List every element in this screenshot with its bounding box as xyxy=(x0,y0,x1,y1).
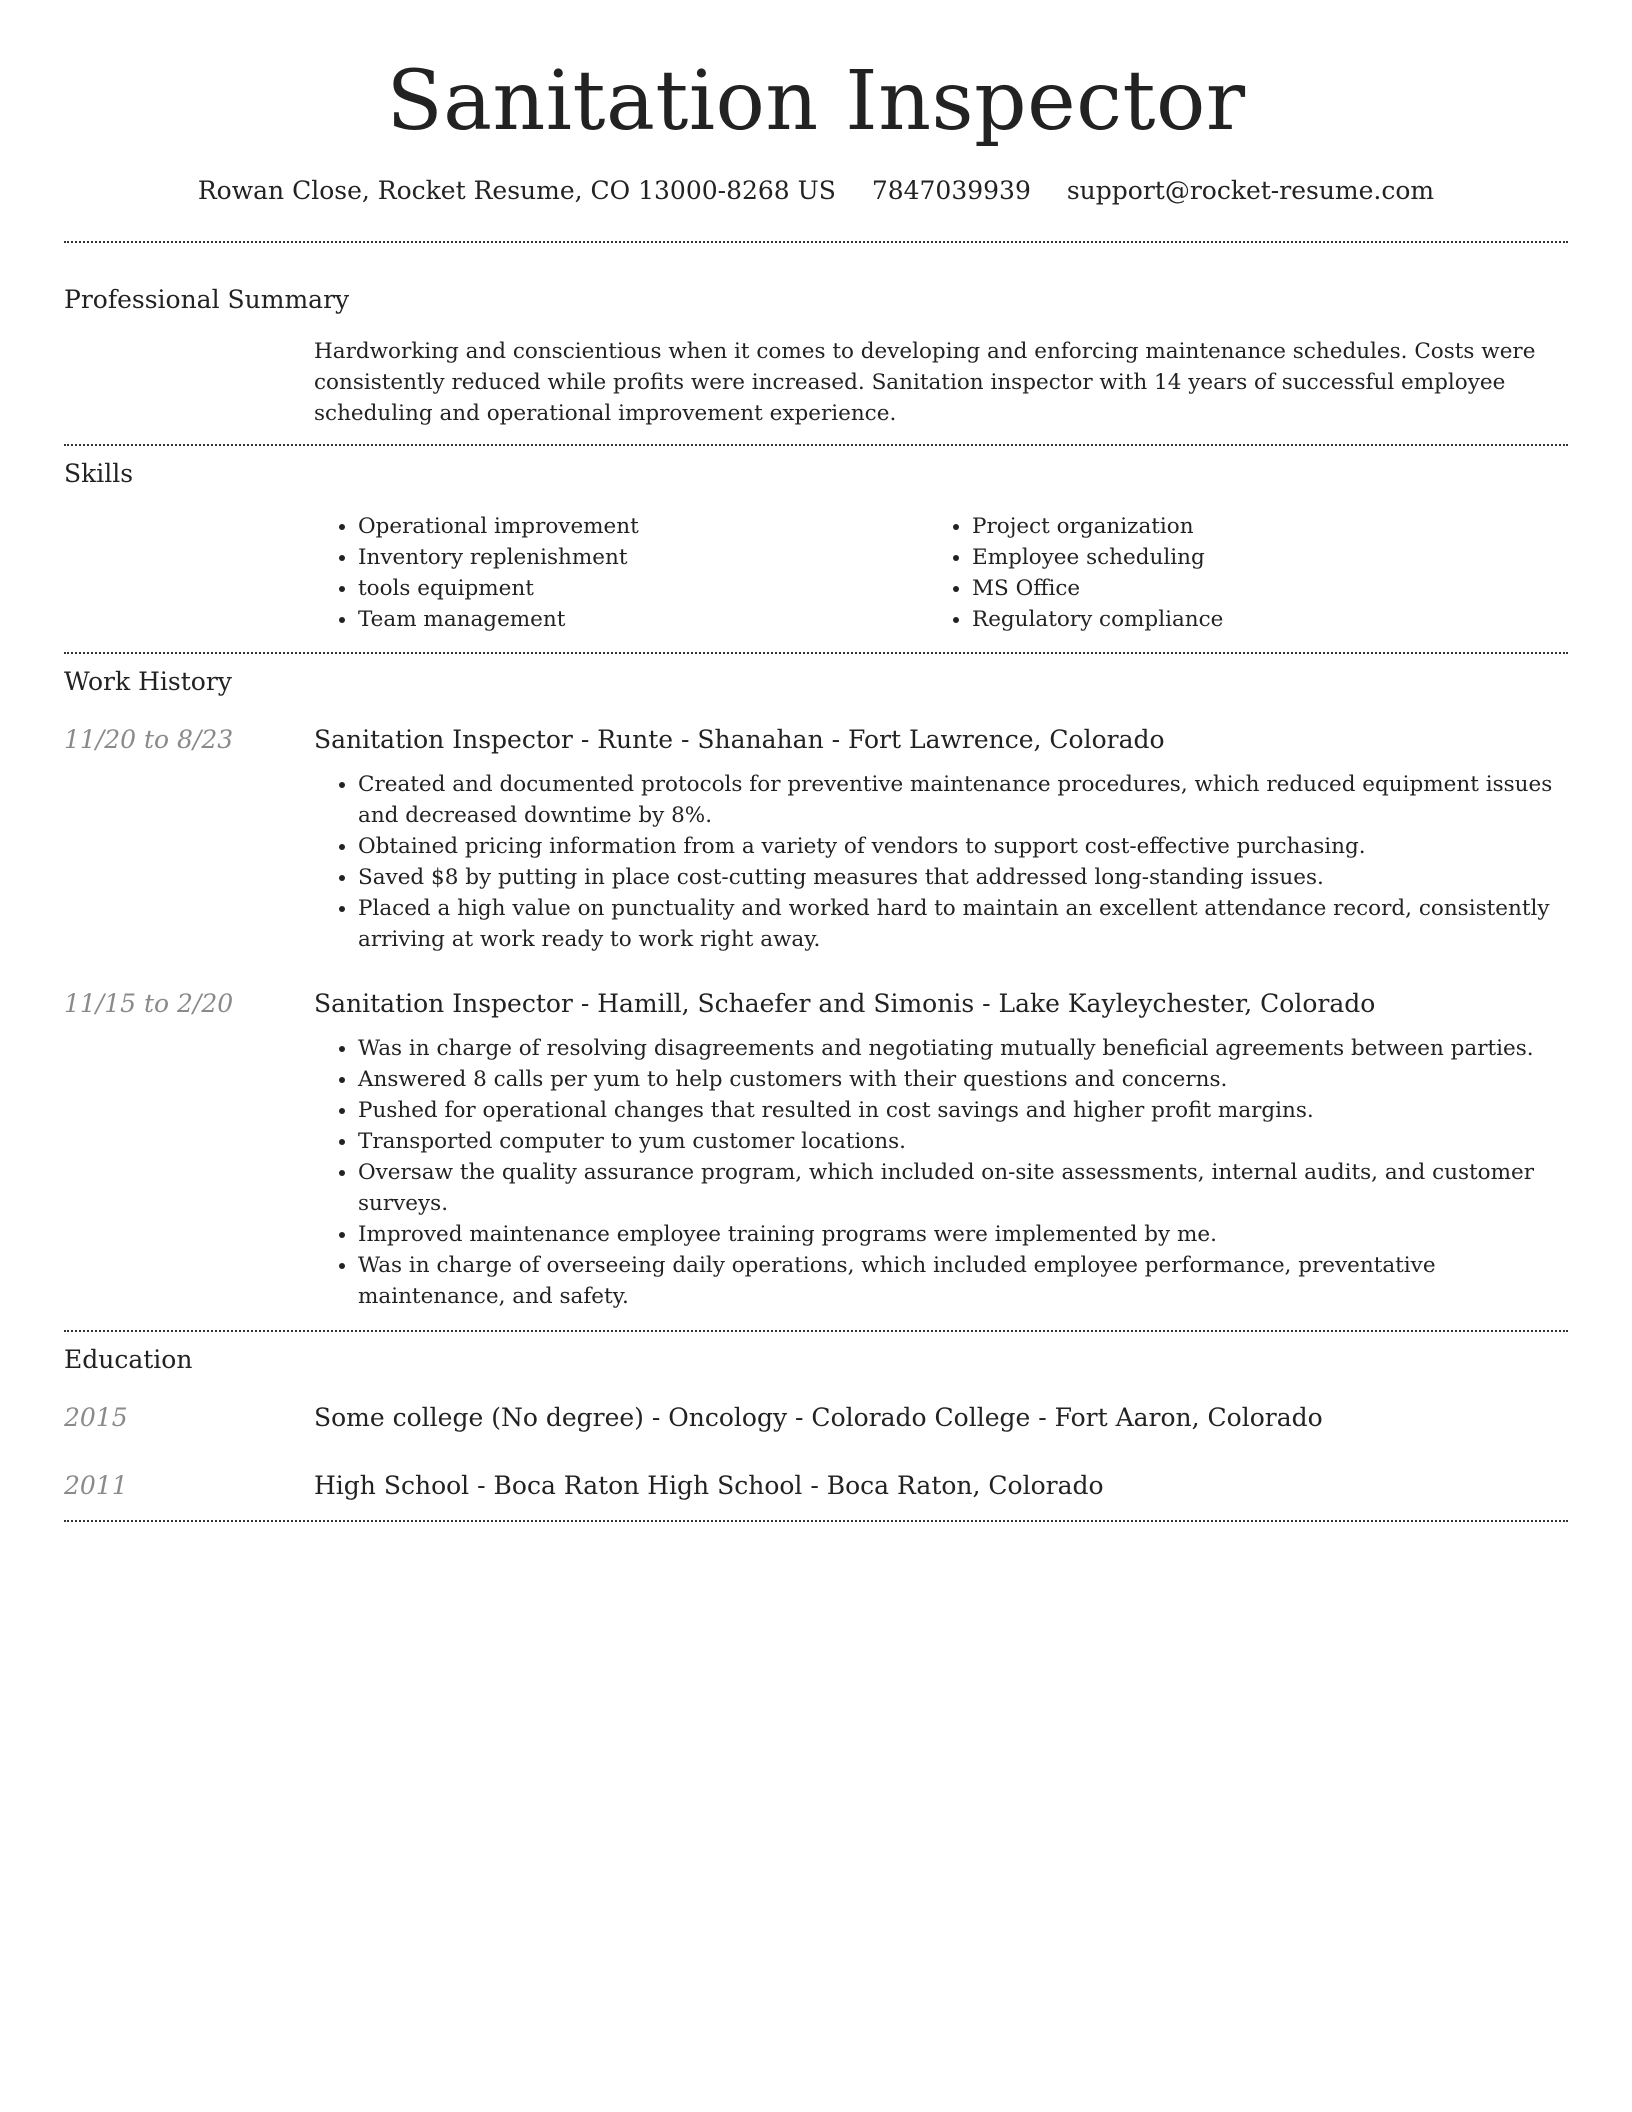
job-entry xyxy=(64,723,1568,955)
skill-item: • Regulatory compliance xyxy=(972,604,1542,635)
job-bullet: • Oversaw the quality assurance program, which included on-site assessments, internal audits, and customer surveys. xyxy=(358,1157,1568,1219)
summary-section xyxy=(64,283,1568,429)
divider xyxy=(64,1520,1568,1522)
education-detail: High School - Boca Raton High School - Boca Raton, Colorado xyxy=(314,1471,1104,1500)
job-bullet: • Was in charge of overseeing daily operations, which included employee performance, preventative maintenance, and safety. xyxy=(358,1250,1568,1312)
skills-list-left xyxy=(314,511,928,635)
divider xyxy=(64,241,1568,243)
education-year: 2015 xyxy=(64,1403,128,1432)
job-bullet: • Pushed for operational changes that resulted in cost savings and higher profit margins. xyxy=(358,1095,1568,1126)
job-entry xyxy=(64,987,1568,1312)
resume-name: Sanitation Inspector xyxy=(386,54,1246,149)
contact-address: Rowan Close, Rocket Resume, CO 13000-8268 US xyxy=(197,176,836,205)
contact-email: support@rocket-resume.com xyxy=(1066,176,1435,205)
resume-page xyxy=(64,0,1568,1522)
divider xyxy=(64,652,1568,654)
skill-item: • Team management xyxy=(358,604,928,635)
job-title: Sanitation Inspector - Hamill, Schaefer and Simonis - Lake Kayleychester, Colorado xyxy=(314,989,1376,1018)
job-bullet: • Saved $8 by putting in place cost-cutting measures that addressed long-standing issues. xyxy=(358,862,1568,893)
job-bullet: • Answered 8 calls per yum to help customers with their questions and concerns. xyxy=(358,1064,1568,1095)
section-title-skills: Skills xyxy=(64,459,134,488)
divider xyxy=(64,444,1568,446)
education-entry xyxy=(64,1469,1568,1503)
education-section xyxy=(64,1343,1568,1503)
section-title-summary: Professional Summary xyxy=(64,285,350,314)
skill-item: • tools equipment xyxy=(358,573,928,604)
education-year: 2011 xyxy=(64,1471,128,1500)
job-bullet: • Transported computer to yum customer locations. xyxy=(358,1126,1568,1157)
job-bullets xyxy=(314,1033,1568,1312)
skill-item: • Employee scheduling xyxy=(972,542,1542,573)
summary-text: Hardworking and conscientious when it comes to developing and enforcing maintenance schedules. Costs were consistently reduced while profits were increased. Sanitation inspector with 14 years of successful employee scheduling and operational improvement experience. xyxy=(314,339,1536,426)
section-title-education: Education xyxy=(64,1345,193,1374)
job-bullet: • Improved maintenance employee training programs were implemented by me. xyxy=(358,1219,1568,1250)
skill-item: • MS Office xyxy=(972,573,1542,604)
job-bullet: • Placed a high value on punctuality and worked hard to maintain an excellent attendance record, consistently arriving at work ready to work right away. xyxy=(358,893,1568,955)
contact-line xyxy=(64,174,1568,208)
skill-item: • Operational improvement xyxy=(358,511,928,542)
education-detail: Some college (No degree) - Oncology - Colorado College - Fort Aaron, Colorado xyxy=(314,1403,1323,1432)
job-dates: 11/20 to 8/23 xyxy=(64,725,234,754)
skill-item: • Project organization xyxy=(972,511,1542,542)
job-bullets xyxy=(314,769,1568,955)
divider xyxy=(64,1330,1568,1332)
skills-list-right xyxy=(928,511,1542,635)
skill-item: • Inventory replenishment xyxy=(358,542,928,573)
section-title-work: Work History xyxy=(64,667,232,696)
contact-phone: 7847039939 xyxy=(871,176,1031,205)
job-bullet: • Obtained pricing information from a variety of vendors to support cost-effective purchasing. xyxy=(358,831,1568,862)
job-bullet: • Was in charge of resolving disagreements and negotiating mutually beneficial agreements between parties. xyxy=(358,1033,1568,1064)
skills-section xyxy=(64,457,1568,635)
education-entry xyxy=(64,1401,1568,1435)
job-dates: 11/15 to 2/20 xyxy=(64,989,234,1018)
job-bullet: • Created and documented protocols for preventive maintenance procedures, which reduced equipment issues and decreased downtime by 8%. xyxy=(358,769,1568,831)
job-title: Sanitation Inspector - Runte - Shanahan - Fort Lawrence, Colorado xyxy=(314,725,1165,754)
work-section xyxy=(64,665,1568,1312)
